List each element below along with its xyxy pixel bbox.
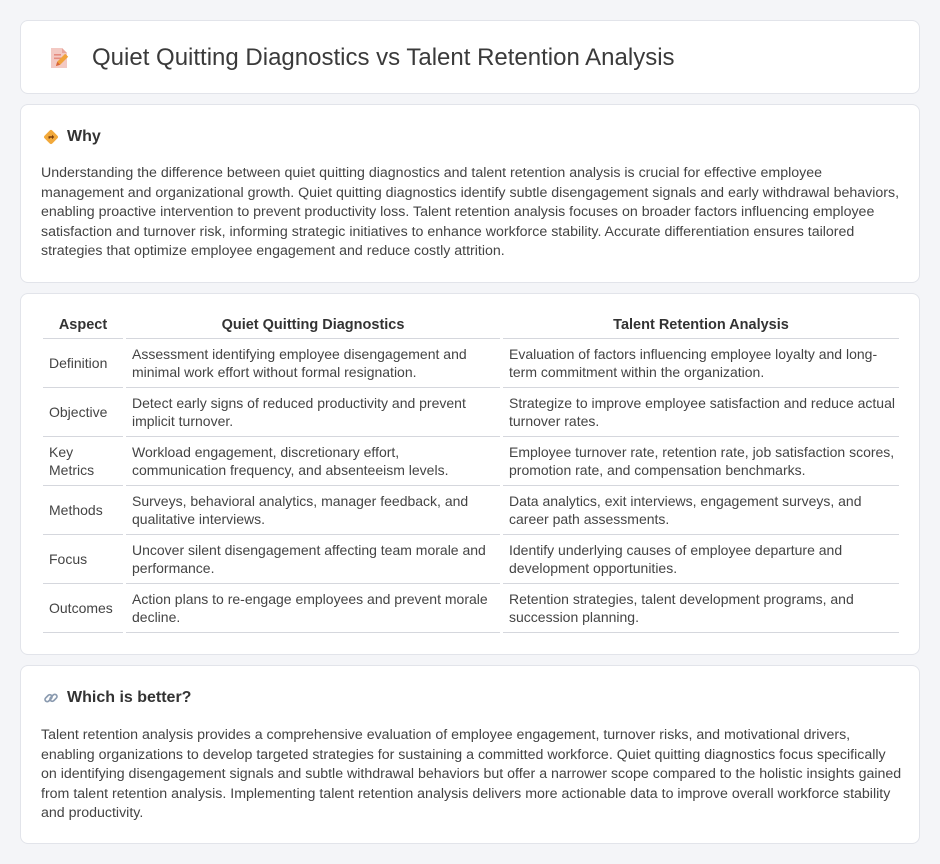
header-aspect: Aspect <box>43 314 123 339</box>
row-talent-value: Strategize to improve employee satisfaction and reduce actual turnover rates. <box>503 388 899 437</box>
row-quiet-value: Surveys, behavioral analytics, manager feedback, and qualitative interviews. <box>126 486 500 535</box>
table-row <box>43 584 899 633</box>
row-talent-value: Evaluation of factors influencing employee loyalty and long-term commitment within the organization. <box>503 339 899 388</box>
title-card <box>20 20 920 94</box>
header-quiet-quitting: Quiet Quitting Diagnostics <box>126 314 500 339</box>
row-quiet-value: Workload engagement, discretionary effort, communication frequency, and absenteeism levels. <box>126 437 500 486</box>
row-quiet-value: Action plans to re-engage employees and prevent morale decline. <box>126 584 500 633</box>
why-section <box>20 104 920 283</box>
which-heading <box>43 688 191 708</box>
which-text: Talent retention analysis provides a comprehensive evaluation of employee engagement, turnover risks, and motivational drivers, enabling organizations to develop targeted strategies for sustaining a committed workforce. Quiet quitting diagnostics focus specifically on identifying disengagement signals and subtle withdrawal behaviors but offer a narrower scope compared to the holistic insights gained from talent retention analysis. Implementing talent retention analysis delivers more actionable data to improve overall workforce stability and productivity. <box>41 727 902 822</box>
header-talent-retention: Talent Retention Analysis <box>503 314 899 339</box>
why-heading <box>43 127 101 147</box>
row-quiet-value: Uncover silent disengagement affecting team morale and performance. <box>126 535 500 584</box>
row-aspect: Definition <box>43 339 123 388</box>
row-aspect: Key Metrics <box>43 437 123 486</box>
page-title: Quiet Quitting Diagnostics vs Talent Retention Analysis <box>92 44 675 71</box>
row-aspect: Outcomes <box>43 584 123 633</box>
row-talent-value: Employee turnover rate, retention rate, job satisfaction scores, promotion rate, and compensation benchmarks. <box>503 437 899 486</box>
document-pencil-icon <box>47 46 71 70</box>
table-row <box>43 535 899 584</box>
comparison-table <box>43 314 899 633</box>
table-header-row <box>43 314 899 339</box>
table-row <box>43 486 899 535</box>
which-title: Which is better? <box>67 689 192 706</box>
row-aspect: Methods <box>43 486 123 535</box>
row-aspect: Focus <box>43 535 123 584</box>
row-talent-value: Identify underlying causes of employee departure and development opportunities. <box>503 535 899 584</box>
row-quiet-value: Assessment identifying employee disengagement and minimal work effort without formal resignation. <box>126 339 500 388</box>
comparison-section <box>20 293 920 655</box>
row-talent-value: Retention strategies, talent development programs, and succession planning. <box>503 584 899 633</box>
table-row <box>43 437 899 486</box>
link-icon <box>43 690 59 706</box>
diamond-direction-icon <box>43 129 59 145</box>
row-aspect: Objective <box>43 388 123 437</box>
why-title: Why <box>67 128 101 145</box>
row-talent-value: Data analytics, exit interviews, engagement surveys, and career path assessments. <box>503 486 899 535</box>
why-text: Understanding the difference between quiet quitting diagnostics and talent retention analysis is crucial for effective employee management and organizational growth. Quiet quitting diagnostics identify subtle disengagement signals and early withdrawal behaviors, enabling proactive intervention to prevent productivity loss. Talent retention analysis focuses on broader factors influencing employee satisfaction and turnover risk, informing strategic initiatives to enhance workforce stability. Accurate differentiation ensures tailored strategies that optimize employee engagement and reduce costly attrition. <box>41 165 900 260</box>
row-quiet-value: Detect early signs of reduced productivity and prevent implicit turnover. <box>126 388 500 437</box>
table-row <box>43 339 899 388</box>
table-row <box>43 388 899 437</box>
which-section <box>20 665 920 844</box>
